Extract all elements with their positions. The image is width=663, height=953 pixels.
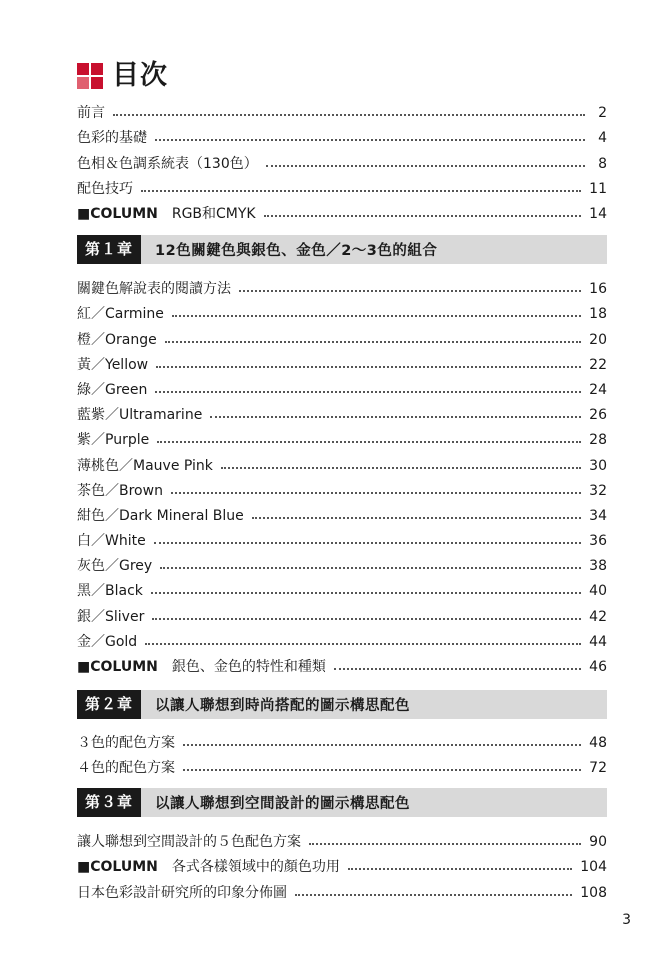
toc-entry[interactable]: 茶色／Brown 32 [77, 482, 607, 499]
toc-entry[interactable]: ３色的配色方案 48 [77, 735, 607, 752]
toc-entry[interactable]: 色相＆色調系統表（130色） 8 [77, 155, 607, 172]
squares-logo-icon [77, 63, 103, 89]
toc-entry[interactable]: 色彩的基礎 4 [77, 130, 607, 147]
chapter-number: 第１章 [77, 235, 141, 264]
toc-entry[interactable]: 關鍵色解說表的閱讀方法 16 [77, 281, 607, 298]
toc-entry[interactable]: 薄桃色／Mauve Pink 30 [77, 457, 607, 474]
toc-entry[interactable]: 白／White 36 [77, 533, 607, 550]
column-tag: ■COLUMN [77, 859, 158, 876]
chapter-title: 12色關鍵色與銀色、金色／2～3色的組合 [155, 243, 438, 259]
toc-entry[interactable]: 紅／Carmine 18 [77, 306, 607, 323]
toc-entry[interactable]: 日本色彩設計研究所的印象分佈圖 108 [77, 884, 607, 901]
column-tag: ■COLUMN [77, 659, 158, 675]
chapter-title: 以讓人聯想到時尚搭配的圖示構思配色 [155, 698, 411, 714]
chapter-2-header[interactable] [77, 690, 607, 719]
chapter-title: 以讓人聯想到空間設計的圖示構思配色 [155, 796, 411, 812]
chapter-3-list [77, 828, 607, 904]
toc-entry[interactable]: 讓人聯想到空間設計的５色配色方案 90 [77, 834, 607, 851]
toc-entry[interactable]: 黃／Yellow 22 [77, 356, 607, 373]
chapter-1-list [77, 275, 607, 678]
toc-entry[interactable]: 黑／Black 40 [77, 583, 607, 600]
chapter-number: 第３章 [77, 788, 141, 817]
toc-entry[interactable]: 配色技巧 11 [77, 180, 607, 197]
chapter-2-list [77, 729, 607, 779]
chapter-1-header[interactable] [77, 235, 607, 264]
toc-entry[interactable]: 灰色／Grey 38 [77, 558, 607, 575]
toc-entry[interactable]: 藍紫／Ultramarine 26 [77, 407, 607, 424]
toc-entry[interactable]: 銀／Sliver 42 [77, 608, 607, 625]
chapter-number: 第２章 [77, 690, 141, 719]
column-tag: ■COLUMN [77, 205, 158, 222]
toc-intro-list [77, 99, 607, 225]
toc-entry[interactable]: 紺色／Dark Mineral Blue 34 [77, 507, 607, 524]
page-number: 3 [622, 912, 631, 928]
toc-entry-column[interactable]: ■COLUMN 各式各樣領域中的顏色功用 104 [77, 859, 607, 876]
toc-header [77, 58, 168, 94]
page-title: 目次 [112, 60, 168, 91]
toc-entry[interactable]: 金／Gold 44 [77, 633, 607, 650]
toc-entry[interactable]: 橙／Orange 20 [77, 331, 607, 348]
toc-entry[interactable]: 綠／Green 24 [77, 381, 607, 398]
toc-entry[interactable]: ４色的配色方案 72 [77, 760, 607, 777]
toc-entry-column[interactable]: ■COLUMN RGB和CMYK 14 [77, 205, 607, 222]
chapter-3-header[interactable] [77, 788, 607, 817]
toc-entry[interactable]: 前言 2 [77, 105, 607, 122]
toc-entry-column[interactable]: ■COLUMN 銀色、金色的特性和種類 46 [77, 659, 607, 675]
toc-entry[interactable]: 紫／Purple 28 [77, 432, 607, 449]
